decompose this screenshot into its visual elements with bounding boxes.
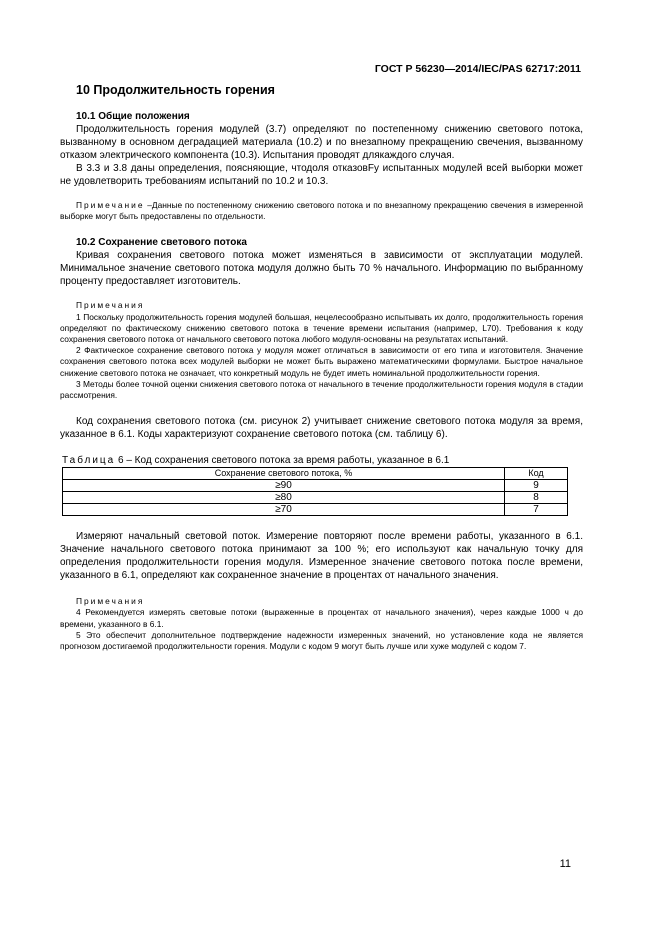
note: 2 Фактическое сохранение светового потока у модуля может отличаться в зависимости от его типа и изготовителя. Значение сохранения светового потока всех модулей выборки не может быть выражено математическими формулами. Быстрое начальное снижение светового потока не означает, что конкретный модуль не будет иметь номинальной продолжительности горения.	[60, 345, 583, 378]
note: 1 Поскольку продолжительность горения модулей большая, нецелесообразно испытывать их долго, продолжительность горения определяют по фактическому снижению светового потока в течение времени испытания (например, L70). Требования к коду сохранения светового потока от начального светового потока любого модуля-основаны на результатах испытаний.	[60, 311, 583, 345]
flux-code-table	[62, 467, 568, 516]
paragraph: Код сохранения светового потока (см. рисунок 2) учитывает снижение светового потока модуля за время, указанное в 6.1. Коды характеризуют сохранение светового потока (см. таблицу 6).	[60, 416, 583, 441]
paragraph: Продолжительность горения модулей (3.7) определяют по постепенному снижению светового потока, вызванному в основном деградацией материала (10.2) и по внезапному прекращению свечения, вызванному отказом электрического компонента (10.3). Испытания проводят длякаждого случая.	[60, 124, 583, 161]
table-cell: ≥90	[63, 480, 505, 492]
table-caption: Таблица 6 – Код сохранения светового потока за время работы, указанное в 6.1	[62, 455, 450, 467]
table-cell: 9	[504, 480, 567, 492]
note-text: –Данные по постепенному снижению светового потока и по внезапному прекращению свечения в измеренной выборке могут быть предоставлены по отдельности.	[60, 200, 583, 222]
standard-header: ГОСТ Р 56230—2014/IEC/PAS 62717:2011	[374, 63, 581, 75]
table-cell: ≥80	[63, 492, 505, 504]
subsection-title-general: 10.1 Общие положения	[76, 111, 190, 122]
page-content	[60, 80, 583, 652]
note: 5 Это обеспечит дополнительное подтверждение надежности измеренных значений, но установление кода не является прогнозом достигаемой продолжительности горения. Модули с кодом 9 могут быть лучше или хуже модулей с кодом 7.	[60, 629, 583, 652]
note	[60, 200, 583, 222]
table-header-cell: Код	[504, 468, 567, 480]
subsection-title-flux: 10.2 Сохранение светового потока	[76, 237, 247, 249]
note-label: Примечание	[76, 200, 145, 210]
page-number: 11	[559, 858, 571, 870]
note: 3 Методы более точной оценки снижения светового потока от начального в течение продолжительности горения модуля в стадии рассмотрения.	[60, 378, 583, 401]
table-row	[63, 492, 568, 504]
table-cell: 8	[504, 492, 567, 504]
paragraph: Кривая сохранения светового потока может изменяться в зависимости от эксплуатации модулей. Минимальное значение светового потока модуля должно быть 70 % начального. Информацию по выбранному проценту предоставляет изготовитель.	[60, 250, 583, 288]
paragraph: В 3.3 и 3.8 даны определения, поясняющие, чтодоля отказовFу испытанных модулей всей выборки может не удовлетворить требованиям испытаний по 10.2 и 10.3.	[60, 163, 583, 187]
table-row	[63, 480, 568, 492]
section-title: 10 Продолжительность горения	[76, 83, 275, 97]
table-row	[63, 504, 568, 516]
table-header-row	[63, 468, 568, 480]
table-cell: 7	[504, 504, 567, 516]
note: 4 Рекомендуется измерять световые потоки (выраженные в процентах от начального значения), через каждые 1000 ч до времени, указанного в 6.1.	[60, 607, 583, 629]
paragraph: Измеряют начальный световой поток. Измерение повторяют после времени работы, указанного в 6.1. Значение начального светового потока принимают за 100 %; его используют как начальную точку для определения продолжительности горения модуля. Измеренное значение светового потока после времени, указанного в 6.1, определяют как сохраненное значение в процентах от начального значения.	[60, 531, 583, 582]
table-header-cell: Сохранение светового потока, %	[63, 468, 505, 480]
notes-label: Примечания	[76, 596, 145, 607]
notes-label: Примечания	[76, 300, 145, 311]
table-cell: ≥70	[63, 504, 505, 516]
